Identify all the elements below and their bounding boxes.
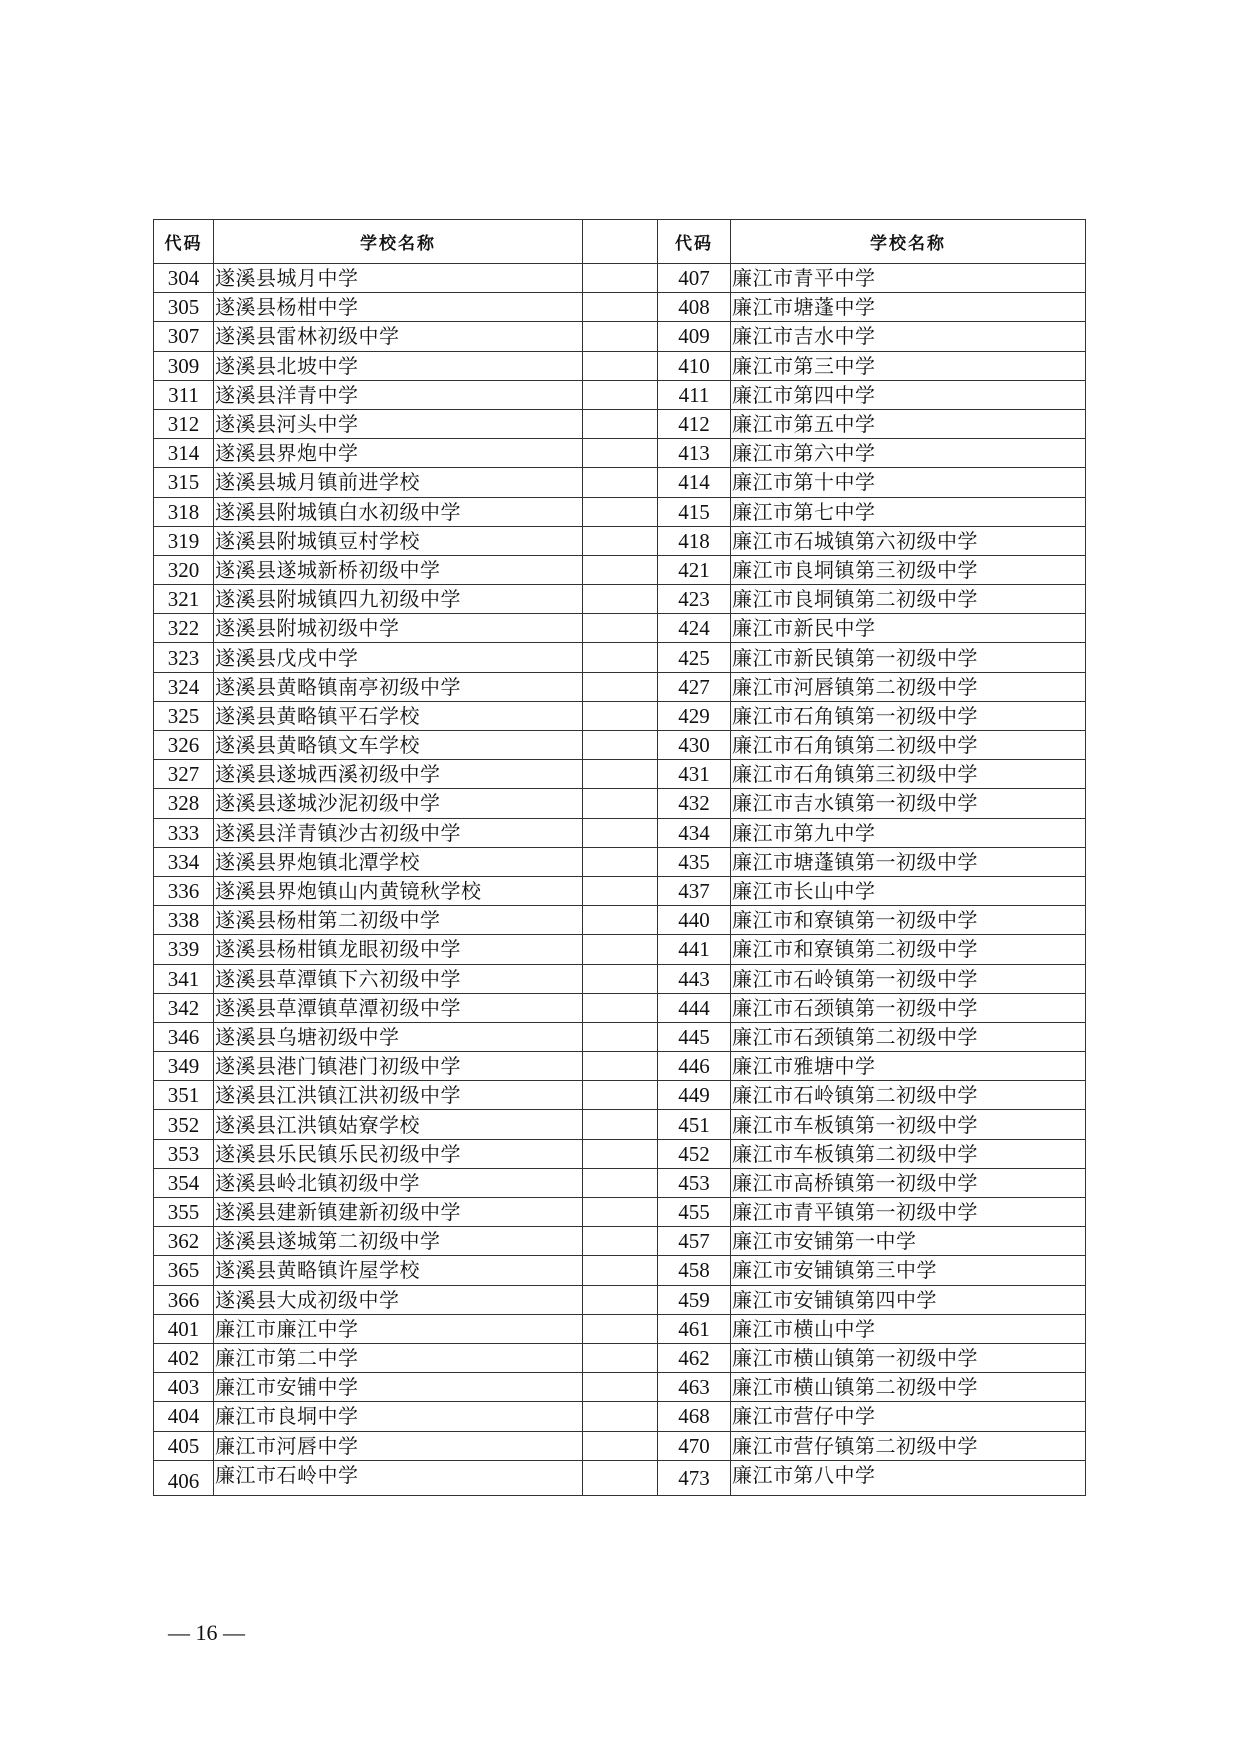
table-row (154, 380, 1086, 409)
right-name-cell: 廉江市营仔中学 (731, 1402, 1086, 1431)
right-name-cell: 廉江市新民中学 (731, 614, 1086, 643)
left-code-cell: 323 (154, 643, 214, 672)
table-row (154, 1373, 1086, 1402)
left-name-cell: 遂溪县乐民镇乐民初级中学 (214, 1139, 583, 1168)
right-name-cell: 廉江市安铺第一中学 (731, 1227, 1086, 1256)
left-name-cell: 遂溪县黄略镇平石学校 (214, 701, 583, 730)
spacer-cell (583, 1227, 658, 1256)
table-row (154, 1402, 1086, 1431)
right-code-cell: 430 (658, 731, 731, 760)
spacer-cell (583, 264, 658, 293)
table-row (154, 964, 1086, 993)
right-code-cell: 413 (658, 439, 731, 468)
left-name-cell: 遂溪县北坡中学 (214, 351, 583, 380)
left-name-cell: 廉江市良垌中学 (214, 1402, 583, 1431)
right-code-cell: 429 (658, 701, 731, 730)
left-name-cell: 遂溪县附城镇豆村学校 (214, 526, 583, 555)
left-code-cell: 324 (154, 672, 214, 701)
right-code-cell: 407 (658, 264, 731, 293)
left-code-cell: 354 (154, 1168, 214, 1197)
table-row (154, 1081, 1086, 1110)
right-name-cell: 廉江市横山镇第二初级中学 (731, 1373, 1086, 1402)
left-name-cell: 遂溪县戊戌中学 (214, 643, 583, 672)
left-name-cell: 遂溪县界炮镇北潭学校 (214, 847, 583, 876)
left-name-cell: 遂溪县草潭镇草潭初级中学 (214, 993, 583, 1022)
table-row (154, 555, 1086, 584)
table-row (154, 585, 1086, 614)
left-code-cell: 404 (154, 1402, 214, 1431)
left-name-cell: 遂溪县河头中学 (214, 409, 583, 438)
left-code-cell: 366 (154, 1285, 214, 1314)
left-name-cell: 遂溪县遂城沙泥初级中学 (214, 789, 583, 818)
right-name-cell: 廉江市车板镇第二初级中学 (731, 1139, 1086, 1168)
table-row (154, 614, 1086, 643)
spacer-cell (583, 351, 658, 380)
spacer-cell (583, 1052, 658, 1081)
table-row (154, 1460, 1086, 1496)
spacer-cell (583, 1022, 658, 1051)
right-code-cell: 427 (658, 672, 731, 701)
right-name-cell: 廉江市横山镇第一初级中学 (731, 1343, 1086, 1372)
left-code-cell: 402 (154, 1343, 214, 1372)
right-code-cell: 458 (658, 1256, 731, 1285)
table-row (154, 1256, 1086, 1285)
right-code-cell: 424 (658, 614, 731, 643)
left-name-cell: 遂溪县遂城第二初级中学 (214, 1227, 583, 1256)
table-row (154, 1198, 1086, 1227)
right-code-cell: 441 (658, 935, 731, 964)
left-name-cell: 遂溪县江洪镇江洪初级中学 (214, 1081, 583, 1110)
spacer-cell (583, 1285, 658, 1314)
left-name-cell: 遂溪县大成初级中学 (214, 1285, 583, 1314)
left-code-cell: 319 (154, 526, 214, 555)
left-name-cell: 廉江市石岭中学 (214, 1460, 583, 1496)
header-code-right: 代码 (658, 220, 731, 264)
table-row (154, 293, 1086, 322)
left-name-cell: 遂溪县岭北镇初级中学 (214, 1168, 583, 1197)
right-name-cell: 廉江市第五中学 (731, 409, 1086, 438)
right-name-cell: 廉江市第三中学 (731, 351, 1086, 380)
right-code-cell: 463 (658, 1373, 731, 1402)
spacer-cell (583, 468, 658, 497)
right-name-cell: 廉江市第九中学 (731, 818, 1086, 847)
left-name-cell: 遂溪县乌塘初级中学 (214, 1022, 583, 1051)
left-code-cell: 328 (154, 789, 214, 818)
spacer-cell (583, 818, 658, 847)
table-row (154, 1022, 1086, 1051)
left-name-cell: 遂溪县杨柑镇龙眼初级中学 (214, 935, 583, 964)
left-code-cell: 401 (154, 1314, 214, 1343)
right-name-cell: 廉江市营仔镇第二初级中学 (731, 1431, 1086, 1460)
left-code-cell: 336 (154, 876, 214, 905)
left-name-cell: 遂溪县附城初级中学 (214, 614, 583, 643)
right-name-cell: 廉江市塘蓬镇第一初级中学 (731, 847, 1086, 876)
right-code-cell: 449 (658, 1081, 731, 1110)
header-code-left: 代码 (154, 220, 214, 264)
table-row (154, 526, 1086, 555)
spacer-cell (583, 614, 658, 643)
right-name-cell: 廉江市良垌镇第三初级中学 (731, 555, 1086, 584)
spacer-cell (583, 380, 658, 409)
left-code-cell: 309 (154, 351, 214, 380)
spacer-cell (583, 1431, 658, 1460)
left-name-cell: 遂溪县杨柑中学 (214, 293, 583, 322)
right-code-cell: 468 (658, 1402, 731, 1431)
right-name-cell: 廉江市河唇镇第二初级中学 (731, 672, 1086, 701)
right-name-cell: 廉江市吉水中学 (731, 322, 1086, 351)
left-name-cell: 遂溪县遂城西溪初级中学 (214, 760, 583, 789)
right-name-cell: 廉江市第六中学 (731, 439, 1086, 468)
table-row (154, 701, 1086, 730)
left-code-cell: 321 (154, 585, 214, 614)
left-name-cell: 遂溪县江洪镇姑寮学校 (214, 1110, 583, 1139)
left-code-cell: 304 (154, 264, 214, 293)
right-name-cell: 廉江市石岭镇第一初级中学 (731, 964, 1086, 993)
spacer-cell (583, 1198, 658, 1227)
right-name-cell: 廉江市车板镇第一初级中学 (731, 1110, 1086, 1139)
right-name-cell: 廉江市石颈镇第一初级中学 (731, 993, 1086, 1022)
right-name-cell: 廉江市石角镇第二初级中学 (731, 731, 1086, 760)
spacer-cell (583, 1256, 658, 1285)
spacer-cell (583, 1402, 658, 1431)
left-code-cell: 327 (154, 760, 214, 789)
spacer-cell (583, 906, 658, 935)
left-name-cell: 遂溪县杨柑第二初级中学 (214, 906, 583, 935)
left-code-cell: 318 (154, 497, 214, 526)
right-code-cell: 444 (658, 993, 731, 1022)
table-row (154, 731, 1086, 760)
table-header-row (154, 220, 1086, 264)
spacer-cell (583, 701, 658, 730)
header-spacer (583, 220, 658, 264)
right-code-cell: 455 (658, 1198, 731, 1227)
right-name-cell: 廉江市和寮镇第二初级中学 (731, 935, 1086, 964)
spacer-cell (583, 935, 658, 964)
spacer-cell (583, 555, 658, 584)
right-name-cell: 廉江市石城镇第六初级中学 (731, 526, 1086, 555)
right-code-cell: 425 (658, 643, 731, 672)
right-code-cell: 453 (658, 1168, 731, 1197)
spacer-cell (583, 1460, 658, 1496)
left-name-cell: 遂溪县草潭镇下六初级中学 (214, 964, 583, 993)
right-code-cell: 462 (658, 1343, 731, 1372)
right-code-cell: 445 (658, 1022, 731, 1051)
spacer-cell (583, 526, 658, 555)
left-name-cell: 遂溪县建新镇建新初级中学 (214, 1198, 583, 1227)
left-code-cell: 353 (154, 1139, 214, 1168)
table-row (154, 1285, 1086, 1314)
right-code-cell: 431 (658, 760, 731, 789)
right-code-cell: 437 (658, 876, 731, 905)
right-name-cell: 廉江市青平镇第一初级中学 (731, 1198, 1086, 1227)
right-code-cell: 457 (658, 1227, 731, 1256)
right-code-cell: 415 (658, 497, 731, 526)
left-name-cell: 遂溪县附城镇四九初级中学 (214, 585, 583, 614)
spacer-cell (583, 322, 658, 351)
right-code-cell: 459 (658, 1285, 731, 1314)
left-code-cell: 334 (154, 847, 214, 876)
left-code-cell: 341 (154, 964, 214, 993)
left-name-cell: 遂溪县附城镇白水初级中学 (214, 497, 583, 526)
spacer-cell (583, 993, 658, 1022)
table-row (154, 468, 1086, 497)
header-name-right: 学校名称 (731, 220, 1086, 264)
spacer-cell (583, 672, 658, 701)
table-row (154, 672, 1086, 701)
right-name-cell: 廉江市安铺镇第四中学 (731, 1285, 1086, 1314)
left-code-cell: 305 (154, 293, 214, 322)
spacer-cell (583, 1343, 658, 1372)
left-code-cell: 338 (154, 906, 214, 935)
table-row (154, 935, 1086, 964)
left-name-cell: 遂溪县黄略镇南亭初级中学 (214, 672, 583, 701)
header-name-left: 学校名称 (214, 220, 583, 264)
right-code-cell: 414 (658, 468, 731, 497)
left-code-cell: 314 (154, 439, 214, 468)
spacer-cell (583, 876, 658, 905)
right-code-cell: 410 (658, 351, 731, 380)
left-name-cell: 廉江市廉江中学 (214, 1314, 583, 1343)
right-code-cell: 411 (658, 380, 731, 409)
left-code-cell: 325 (154, 701, 214, 730)
right-code-cell: 473 (658, 1460, 731, 1496)
table-row (154, 760, 1086, 789)
spacer-cell (583, 1373, 658, 1402)
table-row (154, 1314, 1086, 1343)
table-row (154, 1110, 1086, 1139)
table-row (154, 789, 1086, 818)
table-row (154, 322, 1086, 351)
spacer-cell (583, 1139, 658, 1168)
table-row (154, 497, 1086, 526)
table-row (154, 993, 1086, 1022)
right-code-cell: 412 (658, 409, 731, 438)
right-name-cell: 廉江市石颈镇第二初级中学 (731, 1022, 1086, 1051)
left-name-cell: 遂溪县洋青中学 (214, 380, 583, 409)
right-code-cell: 421 (658, 555, 731, 584)
right-name-cell: 廉江市安铺镇第三中学 (731, 1256, 1086, 1285)
right-code-cell: 446 (658, 1052, 731, 1081)
table-row (154, 1052, 1086, 1081)
right-name-cell: 廉江市石角镇第三初级中学 (731, 760, 1086, 789)
table-row (154, 906, 1086, 935)
right-code-cell: 440 (658, 906, 731, 935)
spacer-cell (583, 409, 658, 438)
left-name-cell: 遂溪县洋青镇沙古初级中学 (214, 818, 583, 847)
left-code-cell: 351 (154, 1081, 214, 1110)
spacer-cell (583, 643, 658, 672)
right-name-cell: 廉江市石岭镇第二初级中学 (731, 1081, 1086, 1110)
left-name-cell: 廉江市安铺中学 (214, 1373, 583, 1402)
left-code-cell: 349 (154, 1052, 214, 1081)
spacer-cell (583, 789, 658, 818)
spacer-cell (583, 1314, 658, 1343)
spacer-cell (583, 847, 658, 876)
right-name-cell: 廉江市横山中学 (731, 1314, 1086, 1343)
spacer-cell (583, 760, 658, 789)
right-name-cell: 廉江市第四中学 (731, 380, 1086, 409)
left-code-cell: 403 (154, 1373, 214, 1402)
left-name-cell: 遂溪县城月中学 (214, 264, 583, 293)
table-body (154, 264, 1086, 1496)
table-row (154, 409, 1086, 438)
right-code-cell: 435 (658, 847, 731, 876)
left-name-cell: 廉江市第二中学 (214, 1343, 583, 1372)
left-name-cell: 遂溪县界炮镇山内黄镜秋学校 (214, 876, 583, 905)
left-code-cell: 352 (154, 1110, 214, 1139)
spacer-cell (583, 293, 658, 322)
right-name-cell: 廉江市新民镇第一初级中学 (731, 643, 1086, 672)
right-name-cell: 廉江市塘蓬中学 (731, 293, 1086, 322)
right-name-cell: 廉江市良垌镇第二初级中学 (731, 585, 1086, 614)
left-code-cell: 355 (154, 1198, 214, 1227)
right-code-cell: 452 (658, 1139, 731, 1168)
school-code-table (153, 219, 1086, 1496)
table-row (154, 1343, 1086, 1372)
left-name-cell: 遂溪县黄略镇文车学校 (214, 731, 583, 760)
left-name-cell: 遂溪县城月镇前进学校 (214, 468, 583, 497)
left-code-cell: 333 (154, 818, 214, 847)
left-code-cell: 362 (154, 1227, 214, 1256)
right-code-cell: 409 (658, 322, 731, 351)
left-code-cell: 312 (154, 409, 214, 438)
right-name-cell: 廉江市第十中学 (731, 468, 1086, 497)
left-name-cell: 遂溪县遂城新桥初级中学 (214, 555, 583, 584)
left-code-cell: 405 (154, 1431, 214, 1460)
right-name-cell: 廉江市第七中学 (731, 497, 1086, 526)
right-code-cell: 451 (658, 1110, 731, 1139)
table-row (154, 1168, 1086, 1197)
spacer-cell (583, 1168, 658, 1197)
right-name-cell: 廉江市高桥镇第一初级中学 (731, 1168, 1086, 1197)
right-name-cell: 廉江市吉水镇第一初级中学 (731, 789, 1086, 818)
left-name-cell: 遂溪县港门镇港门初级中学 (214, 1052, 583, 1081)
right-code-cell: 432 (658, 789, 731, 818)
page-number: — 16 — (168, 1620, 245, 1645)
left-code-cell: 322 (154, 614, 214, 643)
spacer-cell (583, 585, 658, 614)
left-code-cell: 339 (154, 935, 214, 964)
right-name-cell: 廉江市长山中学 (731, 876, 1086, 905)
left-name-cell: 遂溪县界炮中学 (214, 439, 583, 468)
left-code-cell: 326 (154, 731, 214, 760)
table-row (154, 351, 1086, 380)
left-code-cell: 320 (154, 555, 214, 584)
left-name-cell: 遂溪县雷林初级中学 (214, 322, 583, 351)
left-code-cell: 342 (154, 993, 214, 1022)
table-row (154, 439, 1086, 468)
right-code-cell: 443 (658, 964, 731, 993)
right-code-cell: 418 (658, 526, 731, 555)
spacer-cell (583, 497, 658, 526)
right-code-cell: 434 (658, 818, 731, 847)
right-code-cell: 461 (658, 1314, 731, 1343)
right-code-cell: 408 (658, 293, 731, 322)
spacer-cell (583, 1110, 658, 1139)
table-row (154, 1431, 1086, 1460)
right-name-cell: 廉江市雅塘中学 (731, 1052, 1086, 1081)
left-code-cell: 311 (154, 380, 214, 409)
right-name-cell: 廉江市第八中学 (731, 1460, 1086, 1496)
table-row (154, 1227, 1086, 1256)
spacer-cell (583, 1081, 658, 1110)
table-row (154, 643, 1086, 672)
right-code-cell: 423 (658, 585, 731, 614)
left-code-cell: 315 (154, 468, 214, 497)
left-code-cell: 307 (154, 322, 214, 351)
right-name-cell: 廉江市和寮镇第一初级中学 (731, 906, 1086, 935)
spacer-cell (583, 964, 658, 993)
left-code-cell: 406 (154, 1460, 214, 1496)
table-row (154, 818, 1086, 847)
left-name-cell: 遂溪县黄略镇许屋学校 (214, 1256, 583, 1285)
table-row (154, 876, 1086, 905)
right-code-cell: 470 (658, 1431, 731, 1460)
table-row (154, 1139, 1086, 1168)
table-row (154, 847, 1086, 876)
spacer-cell (583, 439, 658, 468)
left-name-cell: 廉江市河唇中学 (214, 1431, 583, 1460)
left-code-cell: 365 (154, 1256, 214, 1285)
spacer-cell (583, 731, 658, 760)
left-code-cell: 346 (154, 1022, 214, 1051)
table-row (154, 264, 1086, 293)
right-name-cell: 廉江市石角镇第一初级中学 (731, 701, 1086, 730)
right-name-cell: 廉江市青平中学 (731, 264, 1086, 293)
